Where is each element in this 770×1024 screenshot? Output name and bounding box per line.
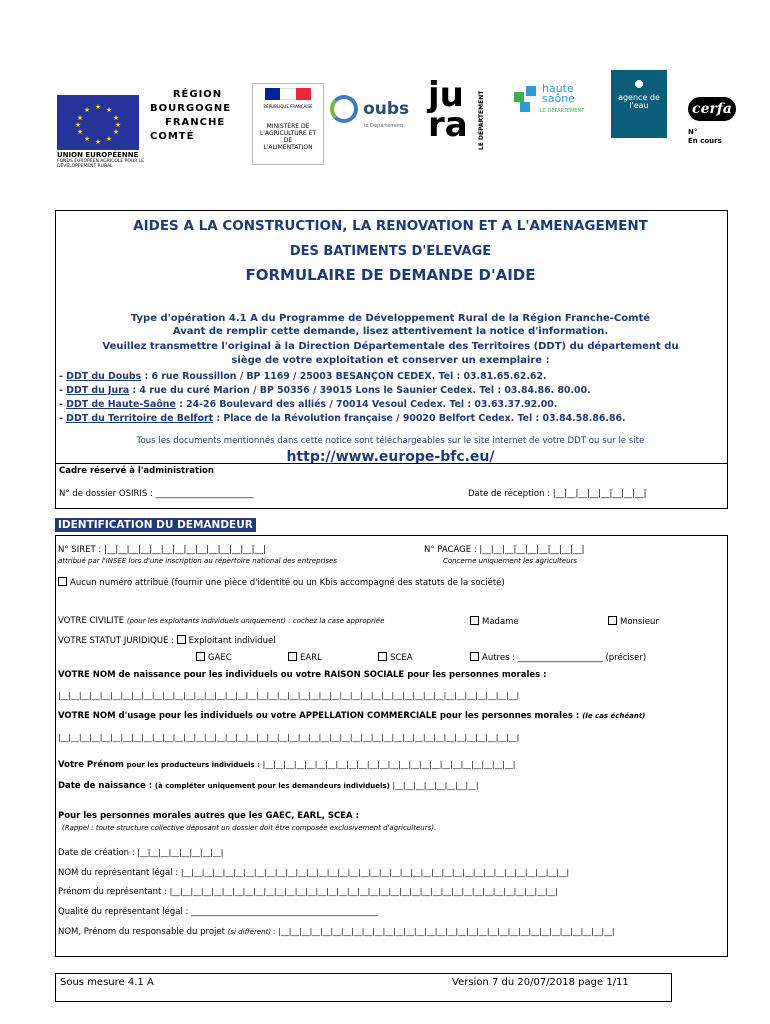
footer-right: Version 7 du 20/07/2018 page 1/11 (452, 977, 629, 988)
agence-eau-logo: agence de l'eau (611, 70, 667, 138)
pacage-note: Concerne uniquement les agriculteurs (443, 557, 578, 565)
footer-left: Sous mesure 4.1 A (60, 977, 154, 988)
region-logo: RÉGION BOURGOGNE FRANCHE COMTÉ (150, 89, 232, 142)
autres-option[interactable]: Autres : ____________________ (préciser) (470, 652, 646, 663)
ministere-logo: RÉPUBLIQUE FRANÇAISE MINISTÈRE DE L'AGRICULTURE ET DE L'ALIMENTATION (252, 83, 324, 165)
creation-label: Date de création : |__|__|__|__|__|__|__|__| (58, 848, 224, 858)
exploitant-checkbox[interactable] (177, 635, 186, 644)
nom-naissance-label: VOTRE NOM de naissance pour les individuels ou votre RAISON SOCIALE pour les personnes morales : (58, 670, 547, 680)
prenom-rep-boxes[interactable]: |__|__|__|__|__|__|__|__|__|__|__|__|__|__|__|__|__|__|__|__|__|__|__|__|__|__|__|__|__|__|__|__|__|__|__|__|__| (169, 887, 558, 896)
aucun-checkbox[interactable] (58, 577, 67, 586)
ddt-belfort: - DDT du Territoire de Belfort : Place de la Révolution française / 90020 Belfort Cedex. Tel : 03.84.58.86.86. (59, 413, 626, 424)
jura-side: LE DÉPARTEMENT (478, 90, 485, 150)
title-line-2: DES BATIMENTS D'ELEVAGE (289, 244, 492, 259)
doubs-logo: oubs le Département (330, 95, 409, 129)
eu-flag-icon (57, 95, 139, 150)
ddt-haute-saone: - DDT de Haute-Saône : 24-26 Boulevard des alliés / 70014 Vesoul Cedex. Tel : 03.63.37.92.00. (59, 399, 558, 410)
svg-text:★: ★ (83, 135, 91, 143)
ddt-haute-saone-link[interactable]: DDT de Haute-Saône (66, 399, 176, 410)
naissance-boxes[interactable]: |__|__|__|__|__|__|__|__| (392, 781, 479, 790)
nom-rep-boxes[interactable]: |__|__|__|__|__|__|__|__|__|__|__|__|__|__|__|__|__|__|__|__|__|__|__|__|__|__|__|__|__|__|__|__|__|__|__|__|__| (180, 868, 570, 877)
section-header: IDENTIFICATION DU DEMANDEUR (55, 518, 256, 532)
rappel-note: (Rappel : toute structure collective déposant un dossier doit être composée exclusivement d'agriculteurs). (62, 824, 437, 832)
ddt-jura: - DDT du Jura : 4 rue du curé Marion / BP 50356 / 39015 Lons le Saunier Cedex. Tel : 03.84.86. 80.00. (59, 385, 591, 396)
ddt-doubs-link[interactable]: DDT du Doubs (66, 371, 142, 382)
ddt-doubs: - DDT du Doubs : 6 rue Roussillon / BP 1169 / 25003 BESANÇON CEDEX. Tel : 03.81.65.62.62. (59, 371, 547, 382)
title-line-1: AIDES A LA CONSTRUCTION, LA RENOVATION ET A L'AMENAGEMENT (133, 218, 648, 234)
earl-checkbox[interactable] (288, 652, 297, 661)
monsieur-checkbox[interactable] (608, 616, 617, 625)
osiris-field[interactable]: N° de dossier OSIRIS : _______________________ (59, 489, 254, 499)
gaec-checkbox[interactable] (196, 652, 205, 661)
website-link[interactable]: http://www.europe-bfc.eu/ (286, 449, 495, 465)
cerfa-status: En cours (688, 137, 722, 145)
docs-note: Tous les documents mentionnés dans cette notice sont téléchargeables sur le site internet de votre DDT ou sur le site (136, 436, 645, 446)
svg-text:★: ★ (114, 121, 122, 129)
earl-option[interactable]: EARL (288, 652, 322, 663)
svg-text:★: ★ (112, 128, 120, 136)
scea-option[interactable]: SCEA (378, 652, 413, 663)
civilite-label: VOTRE CIVILITE (pour les exploitants individuels uniquement) : cochez la case appropriée (58, 616, 385, 626)
aucun-numero[interactable]: Aucun numéro attribué (fournir une pièce d'identité ou un Kbis accompagné des statuts de la société) (58, 577, 505, 588)
intro-line-1: Type d'opération 4.1 A du Programme de Développement Rural de la Région Franche-Comté (130, 313, 651, 324)
eu-sub: FONDS EUROPÉEN AGRICOLE POUR LE DÉVELOPPEMENT RURAL (57, 159, 145, 169)
intro-line-2: Avant de remplir cette demande, lisez attentivement la notice d'information. (172, 326, 609, 337)
svg-text:★: ★ (76, 128, 84, 136)
svg-text:★: ★ (94, 103, 102, 111)
intro-line-4: siège de votre exploitation et conserver un exemplaire : (231, 355, 550, 366)
statut-label: VOTRE STATUT JURIDIQUE : Exploitant individuel (58, 636, 276, 646)
title-line-3: FORMULAIRE DE DEMANDE D'AIDE (245, 266, 536, 284)
intro-line-3: Veuillez transmettre l'original à la Direction Départementale des Territoires (DDT) du département du (102, 341, 679, 352)
scea-checkbox[interactable] (378, 652, 387, 661)
svg-text:★: ★ (105, 106, 113, 114)
ddt-belfort-link[interactable]: DDT du Territoire de Belfort (66, 413, 214, 424)
siret-field[interactable]: N° SIRET : |__|__|__|__|__|__|__|__|__|__|__|__|__|__| (58, 545, 266, 555)
morales-label: Pour les personnes morales autres que les GAEC, EARL, SCEA : (58, 811, 359, 821)
nom-resp-label: NOM, Prénom du responsable du projet (si différent) : |__|__|__|__|__|__|__|__|__|__|__|__|__|__|__|__|__|__|__|__|__|__|__|__|__|__|__|__|__|__|__|__| (58, 927, 615, 937)
exploitant-label: Exploitant individuel (188, 636, 276, 646)
nom-rep-label: NOM du représentant légal : |__|__|__|__|__|__|__|__|__|__|__|__|__|__|__|__|__|__|__|__|__|__|__|__|__|__|__|__|__|__|__|__|__|__|__|__|__| (58, 868, 570, 878)
svg-text:★: ★ (112, 114, 120, 122)
creation-boxes[interactable]: |__|__|__|__|__|__|__|__| (137, 848, 224, 857)
autres-checkbox[interactable] (470, 652, 479, 661)
nom-usage-label: VOTRE NOM d'usage pour les individuels ou votre APPELLATION COMMERCIALE pour les personnes morales : (le cas échéant) (58, 711, 646, 721)
prenom-boxes[interactable]: |__|__|__|__|__|__|__|__|__|__|__|__|__|__|__|__|__|__|__|__|__|__|__|__| (262, 760, 516, 769)
svg-text:★: ★ (83, 106, 91, 114)
svg-text:★: ★ (94, 138, 102, 146)
qualite-field[interactable]: Qualité du représentant légal : ____________________________________________ (58, 907, 379, 917)
nom-resp-boxes[interactable]: |__|__|__|__|__|__|__|__|__|__|__|__|__|__|__|__|__|__|__|__|__|__|__|__|__|__|__|__|__|__|__|__| (278, 927, 615, 936)
jura-logo: jura (428, 75, 468, 145)
gaec-option[interactable]: GAEC (196, 652, 232, 663)
svg-text:★: ★ (74, 121, 82, 129)
haute-saone-logo: haute saône LE DÉPARTEMENT (510, 82, 590, 126)
nom-usage-boxes[interactable]: |__|__|__|__|__|__|__|__|__|__|__|__|__|__|__|__|__|__|__|__|__|__|__|__|__|__|__|__|__|__|__|__|__|__|__|__|__|__|__|__|__|__|__|__| (58, 733, 520, 742)
reception-date-field[interactable]: Date de réception : |__|__|__|__|__|__|__|__| (468, 489, 647, 499)
ddt-jura-link[interactable]: DDT du Jura (66, 385, 130, 396)
cerfa-logo: cerfa (688, 97, 736, 121)
svg-text:★: ★ (76, 114, 84, 122)
monsieur-option[interactable]: Monsieur (608, 616, 659, 627)
nom-naissance-boxes[interactable]: |__|__|__|__|__|__|__|__|__|__|__|__|__|__|__|__|__|__|__|__|__|__|__|__|__|__|__|__|__|__|__|__|__|__|__|__|__|__|__|__|__|__|__|__| (58, 691, 520, 700)
admin-title: Cadre réservé à l'administration (59, 466, 214, 476)
madame-option[interactable]: Madame (470, 616, 519, 627)
siret-note: attribué par l'INSEE lors d'une inscription au répertoire national des entreprises (58, 557, 337, 565)
cerfa-no: N° (688, 128, 698, 136)
prenom-label: Votre Prénom pour les producteurs individuels : |__|__|__|__|__|__|__|__|__|__|__|__|__|__|__|__|__|__|__|__|__|__|__|__| (58, 760, 516, 770)
svg-text:★: ★ (105, 135, 113, 143)
eu-label: UNION EUROPÉENNE (57, 151, 139, 159)
prenom-rep-label: Prénom du représentant : |__|__|__|__|__|__|__|__|__|__|__|__|__|__|__|__|__|__|__|__|__|__|__|__|__|__|__|__|__|__|__|__|__|__|__|__|__| (58, 887, 558, 897)
pacage-field[interactable]: N° PACAGE : |__|__|__|__|__|__|__|__|__| (424, 545, 585, 555)
madame-checkbox[interactable] (470, 616, 479, 625)
naissance-label: Date de naissance : (à compléter uniquement pour les demandeurs individuels) |__|__|__|__|__|__|__|__| (58, 781, 479, 791)
ddt-list (59, 370, 626, 426)
